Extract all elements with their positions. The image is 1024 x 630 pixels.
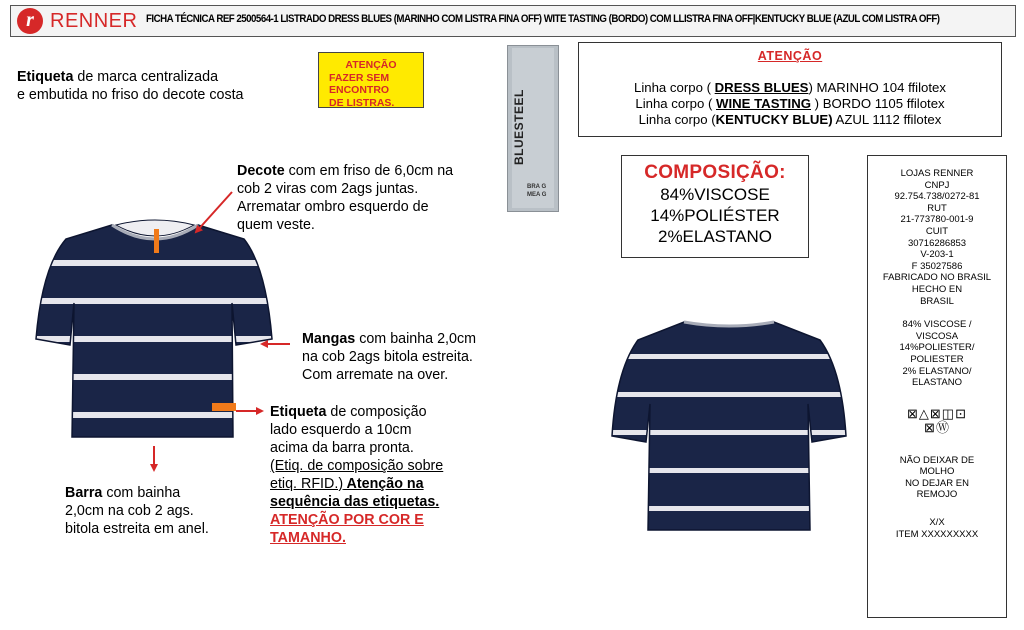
composition-label-note-line: (Etiq. de composição sobre [270, 458, 444, 474]
stripe-warning-line2: FAZER SEM ENCONTRO [329, 71, 390, 96]
care-label-line: FABRICADO NO BRASIL [882, 272, 992, 284]
thread-line-post: ) MARINHO 104 ffilotex [808, 80, 946, 95]
care-label-line: BRASIL [920, 295, 954, 307]
thread-line-pre: Linha corpo ( [638, 112, 716, 127]
composition-label-note-sequence: sequência das etiquetas. [270, 494, 440, 510]
care-label-line: LOJAS RENNER [900, 168, 974, 179]
care-label-composition: 84% VISCOSE / [902, 319, 972, 331]
care-label-line: CNPJ [924, 179, 950, 191]
stripe-warning-line1: ATENÇÃO [345, 59, 397, 71]
composition-label-note-line: acima da barra pronta. [270, 440, 414, 456]
care-label-line: F 35027586 [911, 260, 963, 272]
care-label-composition: 2% ELASTANO/ [902, 365, 972, 377]
hem-note-line: bitola estreita em anel. [65, 521, 209, 537]
care-label-line: CUIT [925, 225, 949, 237]
neckline-note-line: Arrematar ombro esquerdo de [237, 199, 429, 215]
stripe-warning-line3: DE LISTRAS. [329, 96, 395, 109]
composition-label-note-warning: TAMANHO. [270, 530, 346, 546]
sleeves-note-text: com bainha 2,0cm [355, 331, 477, 347]
composition-item: 2%ELASTANO [657, 227, 772, 246]
sleeves-note-line: na cob 2ags bitola estreita. [302, 349, 473, 365]
care-label-line: 30716286853 [907, 237, 967, 249]
thread-line-color: WINE TASTING [716, 96, 811, 111]
care-label-line: HECHO EN [911, 283, 963, 295]
care-label-composition: VISCOSA [915, 330, 959, 342]
composition-label-note-rfid: etiq. RFID.) [270, 476, 344, 492]
care-symbols-icon: ⊠△⊠◫⊡ [907, 405, 967, 421]
care-label-warning: REMOJO [916, 489, 958, 501]
neckline-note-line: cob 2 viras com 2ags juntas. [237, 181, 419, 197]
neckline-note-text: com em friso de 6,0cm na [284, 163, 454, 179]
brand-label-note-line2: e embutida no friso do decote costa [17, 87, 244, 103]
care-label-line: V-203-1 [920, 249, 954, 261]
hem-note-line: 2,0cm na cob 2 ags. [65, 503, 194, 519]
care-symbols-icon: ⊠Ⓦ [924, 419, 950, 435]
care-label-warning: NO DEJAR EN [905, 477, 969, 489]
care-label-composition: 14%POLIESTER/ [899, 342, 975, 354]
composition-label-note-bold: Etiqueta [270, 404, 327, 420]
care-label-warning: NÃO DEIXAR DE [899, 454, 975, 466]
composition-item: 84%VISCOSE [660, 185, 770, 204]
sleeves-note [302, 330, 476, 384]
thread-line-post: ) BORDO 1105 ffilotex [811, 96, 945, 111]
care-label-line: 92.754.738/0272-81 [894, 191, 980, 203]
care-label-item: ITEM XXXXXXXXX [895, 528, 979, 540]
page-title: FICHA TÉCNICA REF 2500564-1 LISTRADO DRESS BLUES (MARINHO COM LISTRA FINA OFF) WITE TASTING (BORDO) COM LLISTRA FINA OFF|KENTUCKY BLUE (AZUL COM LISTRA OFF) [146, 13, 940, 25]
care-label-composition: ELASTANO [912, 377, 962, 389]
composition-heading: COMPOSIÇÃO: [644, 162, 786, 183]
care-label-composition: POLIESTER [910, 353, 964, 365]
thread-line-color: DRESS BLUES [714, 80, 809, 95]
hem-note-text: com bainha [102, 485, 181, 501]
brand-tag-text: BLUESTEEL [512, 89, 526, 165]
renner-logo-icon: r [17, 8, 43, 34]
brand-tag-size2: MEA G [527, 192, 547, 198]
hem-note-bold: Barra [65, 485, 103, 501]
thread-line-pre: Linha corpo ( [635, 96, 716, 111]
care-label-warning: MOLHO [919, 466, 955, 478]
composition-item: 14%POLIÉSTER [650, 206, 780, 225]
neckline-note [237, 162, 453, 234]
brand-tag-size1: BRA G [527, 184, 547, 190]
composition-label-note-attention: Atenção na [343, 476, 424, 492]
composition-label-note-line: lado esquerdo a 10cm [270, 422, 412, 438]
care-label-size: X/X [929, 517, 945, 529]
thread-line-pre: Linha corpo ( [634, 80, 715, 95]
care-label-line: RUT [927, 202, 947, 214]
composition-label-note-warning: ATENÇÃO POR COR E [270, 512, 424, 528]
neckline-note-bold: Decote [237, 163, 285, 179]
sleeves-note-line: Com arremate na over. [302, 367, 449, 383]
composition-label-note-text: de composição [326, 404, 427, 420]
thread-line-post: AZUL 1112 ffilotex [832, 112, 942, 127]
care-label-line: 21-773780-001-9 [900, 214, 974, 226]
hem-note [65, 484, 209, 538]
thread-notice-heading: ATENÇÃO [757, 49, 823, 63]
thread-line-color: KENTUCKY BLUE) [715, 112, 833, 127]
neckline-arrow [196, 192, 232, 232]
composition-label-note [270, 403, 443, 547]
renner-logo-text: RENNER [50, 10, 138, 32]
brand-label-note-bold: Etiqueta [17, 69, 74, 85]
neckline-note-line: quem veste. [237, 217, 315, 233]
brand-label-note-text: de marca centralizada [73, 69, 219, 85]
sleeves-note-bold: Mangas [302, 331, 356, 347]
